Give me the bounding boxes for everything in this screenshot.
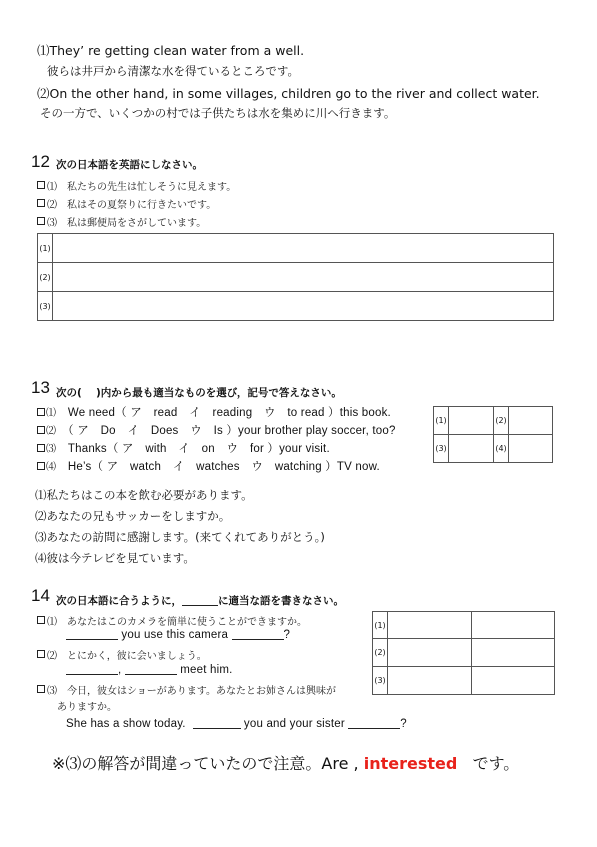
intro-line-2: 彼らは井戸から清潔な水を得ているところです。: [47, 64, 299, 78]
question-13-number: 13: [31, 378, 50, 397]
checkbox-icon: [37, 217, 45, 225]
q13-answer-4[interactable]: [509, 435, 553, 463]
q13-translation-2: ⑵あなたの兄もサッカーをしますか。: [35, 509, 231, 523]
q13-answer-3[interactable]: [449, 435, 494, 463]
correction-note: ※⑶の解答が間違っていたので注意。Are , interested です。: [52, 754, 520, 773]
q13-item-2: ⑵ （ ア Do イ Does ウ Is ）your brother play soccer, too?: [37, 422, 396, 438]
q13-answer-1[interactable]: [449, 407, 494, 435]
question-12-number: 12: [31, 152, 50, 171]
q12-item-1: ⑴ 私たちの先生は忙しそうに見えます。: [37, 178, 236, 193]
correction-highlight: interested: [363, 754, 458, 773]
answer-label: (1): [373, 612, 388, 639]
question-14-number: 14: [31, 586, 50, 605]
q12-answer-table: [37, 233, 554, 321]
question-12-title: 次の日本語を英語にしなさい。: [56, 159, 203, 171]
answer-label: (3): [38, 292, 53, 321]
answer-label: (1): [38, 234, 53, 263]
q12-answer-2[interactable]: [53, 263, 554, 292]
answer-label: (3): [373, 667, 388, 695]
answer-label: (3): [434, 435, 449, 463]
blank-line: [66, 629, 118, 640]
q14-item-3-jp: ⑶ 今日，彼女はショーがあります。あなたとお姉さんは興味が: [37, 682, 336, 697]
q14-item-3-en: She has a show today. you and your sister ?: [66, 718, 407, 730]
checkbox-icon: [37, 685, 45, 693]
q14-answer-table: [372, 611, 555, 695]
intro-line-4: その一方で、いくつかの村では子供たちは水を集めに川へ行きます。: [40, 106, 396, 120]
checkbox-icon: [37, 444, 45, 452]
q14-answer-2a[interactable]: [388, 639, 472, 667]
q13-item-1: ⑴ We need（ ア read イ reading ウ to read ）this book.: [37, 404, 391, 420]
answer-label: (2): [494, 407, 509, 435]
q12-answer-1[interactable]: [53, 234, 554, 263]
answer-label: (2): [38, 263, 53, 292]
answer-label: (4): [494, 435, 509, 463]
q14-answer-3b[interactable]: [472, 667, 555, 695]
q14-answer-2b[interactable]: [472, 639, 555, 667]
blank-line: [66, 664, 118, 675]
answer-label: (1): [434, 407, 449, 435]
blank-line: [193, 718, 241, 729]
checkbox-icon: [37, 181, 45, 189]
checkbox-icon: [37, 650, 45, 658]
q14-answer-1a[interactable]: [388, 612, 472, 639]
question-14-title: 次の日本語に合うように， に適当な語を書きなさい。: [56, 595, 344, 607]
q12-item-3: ⑶ 私は郵便局をさがしています。: [37, 214, 206, 229]
q13-translation-1: ⑴私たちはこの本を飲む必要があります。: [35, 488, 253, 502]
q14-item-2-jp: ⑵ とにかく，彼に会いましょう。: [37, 647, 207, 662]
q13-translation-4: ⑷彼は今テレビを見ています。: [35, 551, 195, 565]
q12-answer-3[interactable]: [53, 292, 554, 321]
checkbox-icon: [37, 616, 45, 624]
intro-line-1: ⑴They’ re getting clean water from a well.: [37, 43, 305, 58]
q14-answer-3a[interactable]: [388, 667, 472, 695]
checkbox-icon: [37, 199, 45, 207]
q13-item-3: ⑶ Thanks（ ア with イ on ウ for ）your visit.: [37, 440, 330, 456]
blank-line: [232, 629, 284, 640]
answer-label: (2): [373, 639, 388, 667]
q14-item-2-en: , meet him.: [66, 664, 233, 676]
q14-item-3-jp-cont: ありますか。: [57, 702, 117, 713]
q14-item-1-en: you use this camera ?: [66, 629, 290, 641]
blank-line: [125, 664, 177, 675]
blank-line: [348, 718, 400, 729]
q12-item-2: ⑵ 私はその夏祭りに行きたいです。: [37, 196, 216, 211]
q13-translation-3: ⑶あなたの訪問に感謝します。(来てくれてありがとう。): [35, 530, 325, 544]
intro-line-3: ⑵On the other hand, in some villages, children go to the river and collect water.: [37, 86, 540, 101]
blank-line: [182, 595, 218, 606]
checkbox-icon: [37, 462, 45, 470]
checkbox-icon: [37, 408, 45, 416]
question-13-title: 次の( )内から最も適当なものを選び，記号で答えなさい。: [56, 387, 342, 399]
q14-item-1-jp: ⑴ あなたはこのカメラを簡単に使うことができますか。: [37, 613, 307, 628]
checkbox-icon: [37, 426, 45, 434]
q14-answer-1b[interactable]: [472, 612, 555, 639]
q13-answer-table: [433, 406, 553, 463]
q13-item-4: ⑷ He’s（ ア watch イ watches ウ watching ）TV now.: [37, 458, 380, 474]
q13-answer-2[interactable]: [509, 407, 553, 435]
